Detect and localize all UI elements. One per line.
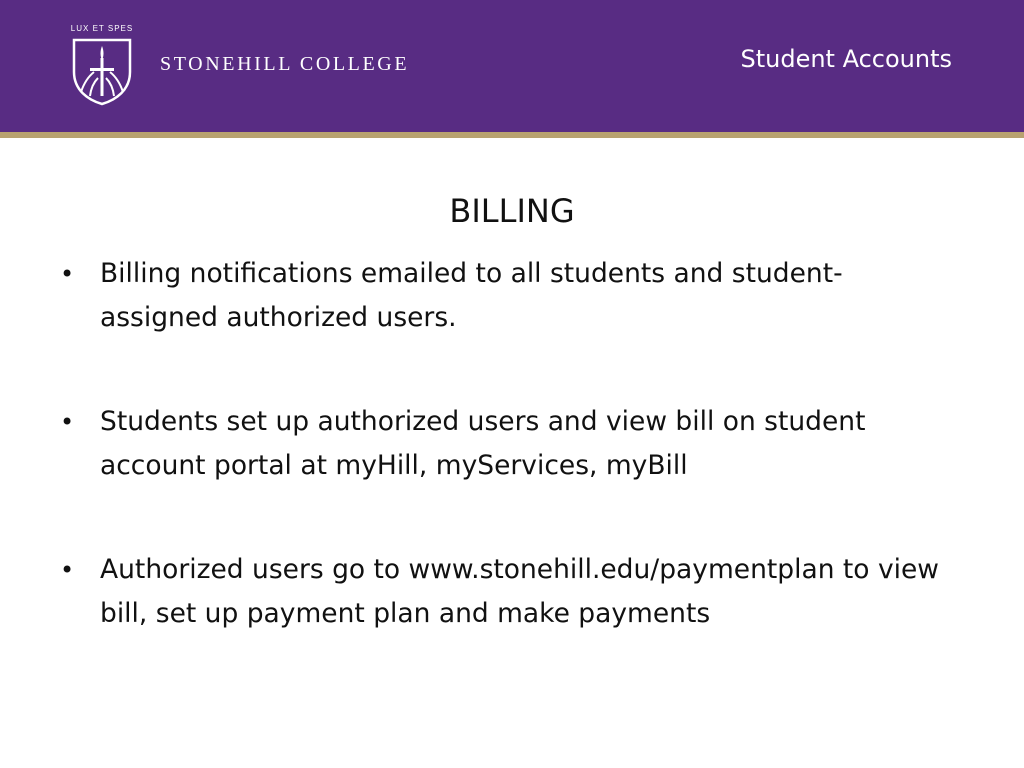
slide-title: BILLING: [449, 192, 575, 230]
header-divider: [0, 132, 1024, 138]
bullet-marker: •: [60, 260, 75, 288]
header-bar: [0, 0, 1024, 132]
bullet-text: Billing notifications emailed to all students and student-assigned authorized users.: [100, 258, 843, 333]
shield-cross-icon: [72, 38, 132, 106]
bullet-list: [60, 252, 960, 636]
bullet-item: [60, 548, 960, 636]
college-name: STONEHILL COLLEGE: [160, 53, 410, 75]
bullet-marker: •: [60, 556, 75, 584]
logo-motto: LUX ET SPES: [70, 24, 134, 33]
college-logo[interactable]: [66, 24, 138, 108]
bullet-text: Authorized users go to www.stonehill.edu/paymentplan to view bill, set up payment plan and make payments: [100, 554, 939, 629]
bullet-marker: •: [60, 408, 75, 436]
department-name: Student Accounts: [740, 45, 952, 73]
bullet-text: Students set up authorized users and view bill on student account portal at myHill, myServices, myBill: [100, 406, 866, 481]
bullet-item: [60, 400, 960, 488]
bullet-item: [60, 252, 960, 340]
